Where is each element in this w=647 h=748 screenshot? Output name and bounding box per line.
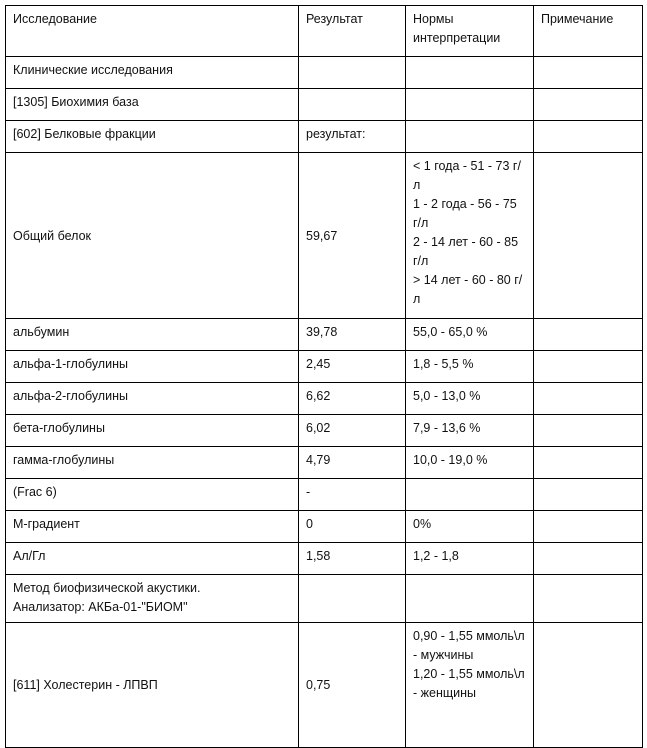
table-row [6, 543, 643, 575]
result-value: - [299, 479, 406, 511]
result-value: 1,58 [299, 543, 406, 575]
table-row [6, 447, 643, 479]
norm-value: 0% [406, 511, 534, 543]
note-value [534, 319, 643, 351]
result-value: 0 [299, 511, 406, 543]
table-row [6, 511, 643, 543]
norm-value [406, 479, 534, 511]
note-value [534, 543, 643, 575]
result-value: 6,62 [299, 383, 406, 415]
empty-cell [534, 57, 643, 89]
norm-value: 7,9 - 13,6 % [406, 415, 534, 447]
test-name: М-градиент [6, 511, 299, 543]
section-row-protein-fractions [6, 121, 643, 153]
empty-cell [406, 57, 534, 89]
norm-total-protein [406, 153, 534, 319]
result-value: 2,45 [299, 351, 406, 383]
empty-cell [299, 57, 406, 89]
norm-line: 0,90 - 1,55 ммоль\л - мужчины [413, 629, 525, 662]
empty-cell [299, 575, 406, 623]
test-name: альфа-2-глобулины [6, 383, 299, 415]
note-value [534, 511, 643, 543]
empty-cell [534, 575, 643, 623]
note-value [534, 383, 643, 415]
section-protein-fractions: [602] Белковые фракции [6, 121, 299, 153]
norm-hdl [406, 623, 534, 748]
test-name: альфа-1-глобулины [6, 351, 299, 383]
note-value [534, 479, 643, 511]
section-clinical: Клинические исследования [6, 57, 299, 89]
norm-value: 5,0 - 13,0 % [406, 383, 534, 415]
section-row-biochem [6, 89, 643, 121]
result-hdl: 0,75 [299, 623, 406, 748]
empty-cell [406, 121, 534, 153]
protein-fractions-result-label: результат: [299, 121, 406, 153]
method-line: Метод биофизической акустики. [13, 581, 201, 595]
test-name-hdl: [611] Холестерин - ЛПВП [6, 623, 299, 748]
result-value: 6,02 [299, 415, 406, 447]
norm-value: 1,8 - 5,5 % [406, 351, 534, 383]
method-row [6, 575, 643, 623]
header-result: Результат [299, 6, 406, 57]
test-name: (Frac 6) [6, 479, 299, 511]
analyzer-line: Анализатор: АКБа-01-"БИОМ" [13, 600, 188, 614]
note-total-protein [534, 153, 643, 319]
table-row-hdl [6, 623, 643, 748]
method-description [6, 575, 299, 623]
test-name: бета-глобулины [6, 415, 299, 447]
test-name: гамма-глобулины [6, 447, 299, 479]
empty-cell [406, 575, 534, 623]
result-value: 4,79 [299, 447, 406, 479]
norm-line: 1,20 - 1,55 ммоль\л - женщины [413, 667, 525, 700]
header-study: Исследование [6, 6, 299, 57]
norm-line: 1 - 2 года - 56 - 75 г/л [413, 197, 517, 230]
table-row [6, 351, 643, 383]
header-note: Примечание [534, 6, 643, 57]
test-name: Ал/Гл [6, 543, 299, 575]
norm-line: 2 - 14 лет - 60 - 85 г/л [413, 235, 519, 268]
table-row [6, 319, 643, 351]
empty-cell [534, 89, 643, 121]
empty-cell [534, 121, 643, 153]
table-row [6, 383, 643, 415]
empty-cell [406, 89, 534, 121]
norm-line: < 1 года - 51 - 73 г/л [413, 159, 521, 192]
header-row [6, 6, 643, 57]
result-total-protein: 59,67 [299, 153, 406, 319]
table-row [6, 415, 643, 447]
lab-results-table [5, 5, 643, 748]
note-value [534, 351, 643, 383]
section-row-clinical [6, 57, 643, 89]
note-value [534, 447, 643, 479]
note-hdl [534, 623, 643, 748]
norm-value: 55,0 - 65,0 % [406, 319, 534, 351]
table-row [6, 479, 643, 511]
table-row-total-protein [6, 153, 643, 319]
header-norms: Нормы интерпретации [406, 6, 534, 57]
norm-value: 10,0 - 19,0 % [406, 447, 534, 479]
norm-value: 1,2 - 1,8 [406, 543, 534, 575]
section-biochem: [1305] Биохимия база [6, 89, 299, 121]
empty-cell [299, 89, 406, 121]
test-name: альбумин [6, 319, 299, 351]
note-value [534, 415, 643, 447]
test-name-total-protein: Общий белок [6, 153, 299, 319]
result-value: 39,78 [299, 319, 406, 351]
norm-line: > 14 лет - 60 - 80 г/л [413, 273, 523, 306]
